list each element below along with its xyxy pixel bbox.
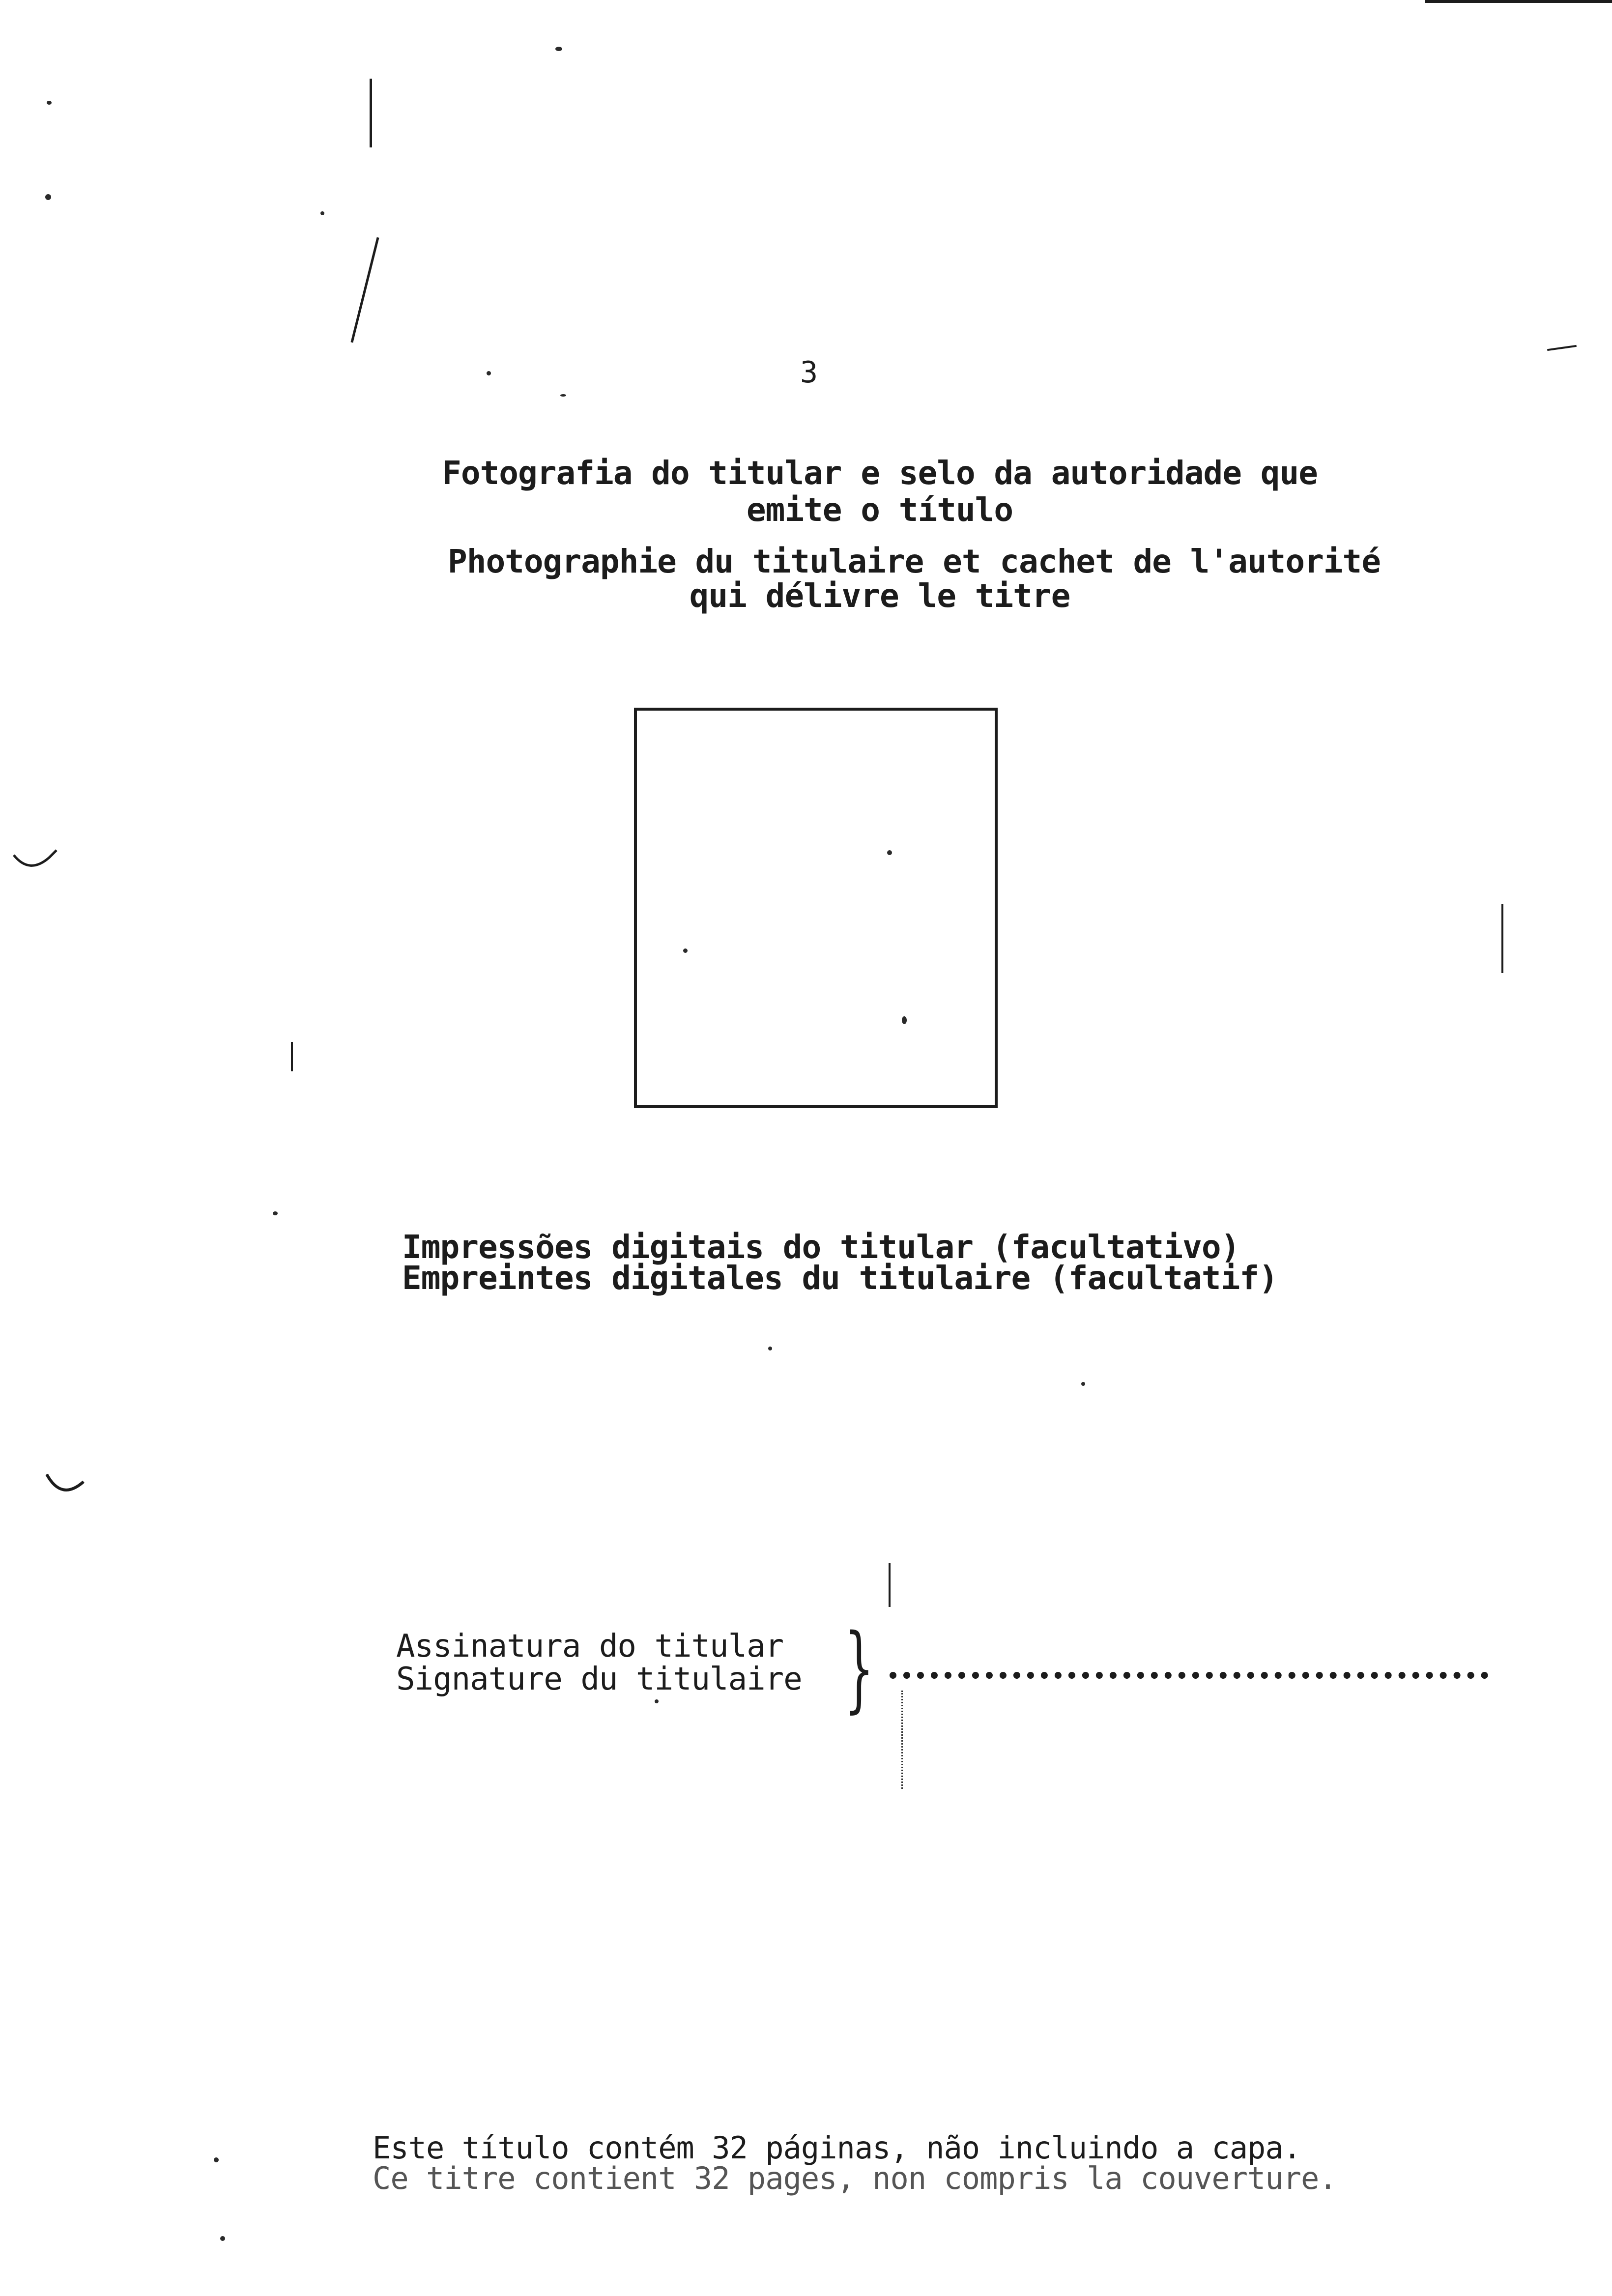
scan-edge-line (1425, 0, 1612, 3)
scan-mark (350, 237, 379, 343)
fingerprints-caption-pt: Impressões digitais do titular (facultativo) (402, 1228, 1240, 1266)
scan-mark (42, 1464, 91, 1504)
fingerprints-caption-fr: Empreintes digitales du titulaire (facultatif) (402, 1259, 1278, 1297)
scan-mark (10, 840, 59, 875)
scan-mark (1547, 345, 1577, 351)
speck (555, 47, 562, 51)
page-number: 3 (800, 355, 818, 390)
footer-note-pt: Este título contém 32 páginas, não incluindo a capa. (373, 2130, 1301, 2166)
speck (655, 1699, 659, 1703)
speck (214, 2157, 219, 2162)
photo-caption-fr-line2: qui délivre le titre (689, 577, 1070, 615)
speck (768, 1347, 772, 1350)
footer-note-fr: Ce titre contient 32 pages, non compris la couverture. (373, 2160, 1337, 2196)
scan-mark (370, 79, 372, 147)
speck (902, 1016, 907, 1024)
speck (487, 371, 491, 375)
photo-caption-fr-line1: Photographie du titulaire et cachet de l'autorité (447, 543, 1381, 580)
speck (47, 101, 52, 105)
scan-mark (889, 1563, 891, 1607)
speck (273, 1211, 278, 1215)
speck (220, 2236, 225, 2241)
signature-label-fr: Signature du titulaire (396, 1661, 802, 1697)
photo-placeholder-box (634, 708, 998, 1108)
speck (683, 948, 688, 953)
scan-mark (901, 1691, 904, 1789)
photo-caption-pt-line2: emite o título (746, 491, 1013, 529)
photo-caption-pt-line1: Fotografia do titular e selo da autoridade que (442, 454, 1318, 492)
scan-mark (291, 1042, 293, 1071)
speck (320, 211, 324, 215)
signature-label-pt: Assinatura do titular (396, 1628, 784, 1665)
scan-mark (1501, 904, 1503, 973)
speck (560, 394, 566, 397)
signature-line (890, 1672, 1488, 1679)
speck (45, 194, 51, 200)
speck (887, 850, 892, 855)
speck (1081, 1382, 1085, 1386)
signature-brace: } (844, 1614, 874, 1722)
